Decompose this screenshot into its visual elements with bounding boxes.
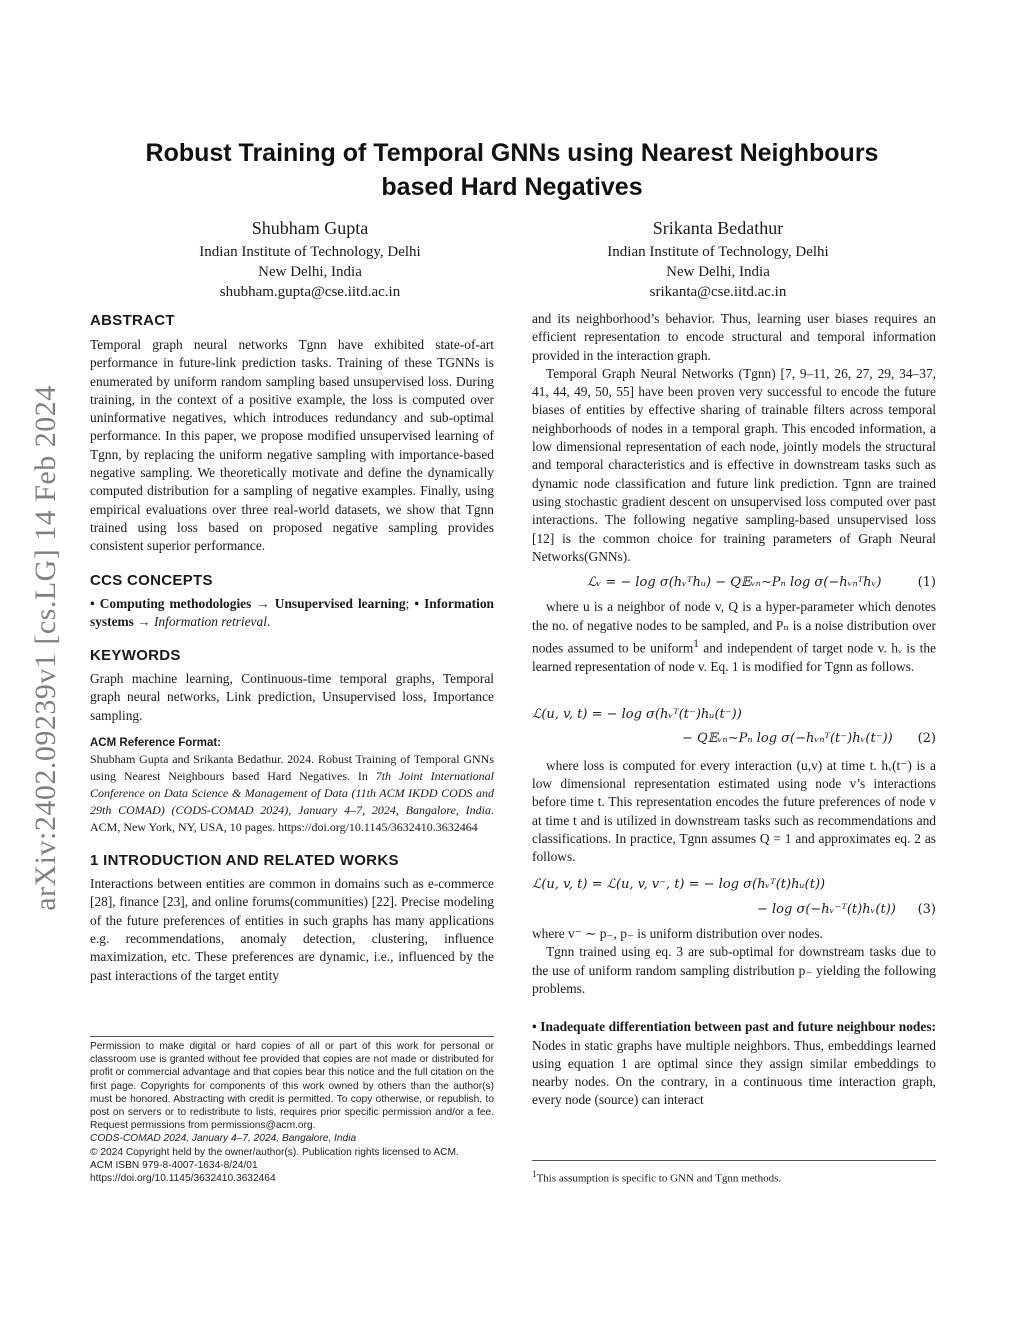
equation-1-number: (1) <box>917 575 936 591</box>
eq1-explanation-b: and independent of target node v. hᵥ is the learned representation of node v. Eq. 1 is modified for Tgnn as follows. <box>532 640 936 674</box>
equation-2-number: (2) <box>917 731 936 747</box>
eq2-explanation: where loss is computed for every interaction (u,v) at time t. hᵥ(t⁻) is a low dimensional representation estimated using node v’s interactions before time t. This representation encodes the future preferences of node v at time t and is utilized in downstream tasks such as recommendations and classifications. In practice, Tgnn assumes Q = 1 and approximates eq. 2 as follows. <box>532 757 936 865</box>
author-name: Srikanta Bedathur <box>652 218 784 238</box>
intro-continued: and its neighborhood’s behavior. Thus, learning user biases requires an efficient representation to encode structural and temporal information provided in the interaction graph. <box>532 311 936 363</box>
intro-text: Interactions between entities are common in domains such as e-commerce [28], finance [23], and online forums(communities) [22]. Precise modeling of the future preferences of entities in such graphs has many applications e.g. recommendations, anomaly detection, clustering, influence maximization, etc. These preferences are dynamic, i.e., influenced by the past interactions of the target entity <box>90 876 494 983</box>
abstract-heading: ABSTRACT <box>90 312 175 329</box>
equation-2 <box>532 706 936 749</box>
paper-title <box>80 136 944 204</box>
footnote-number: 1 <box>532 1169 537 1179</box>
equation-1 <box>532 574 936 592</box>
left-column <box>90 310 494 985</box>
ccs-end: . <box>266 613 271 629</box>
author-location: New Delhi, India <box>666 264 770 280</box>
problem-bullet-1-text: Nodes in static graphs have multiple neighbors. Thus, embeddings learned using equation 1 are optimal since they assign similar embeddings to nearby nodes. On the contrary, in a continuous time interaction graph, every node (source) can interact <box>532 1037 936 1108</box>
author-block-2 <box>568 216 868 302</box>
equation-1-body: ℒᵥ = − log σ(hᵥᵀhᵤ) − 𝑄𝔼ᵥₙ∼Pₙ log σ(−hᵥₙᵀhᵥ) <box>587 575 882 591</box>
equation-3-number: (3) <box>917 901 936 917</box>
doi-line: https://doi.org/10.1145/3632410.3632464 <box>90 1173 276 1185</box>
keywords-text: Graph machine learning, Continuous-time temporal graphs, Temporal graph neural networks, Link prediction, Unsupervised loss, Importance sampling. <box>90 671 494 723</box>
intro-heading: 1 INTRODUCTION AND RELATED WORKS <box>90 852 399 870</box>
title-line-1: Robust Training of Temporal GNNs using Nearest Neighbours <box>145 139 879 167</box>
author-affiliation: Indian Institute of Technology, Delhi <box>199 244 421 260</box>
equation-2-line-2: − 𝑄𝔼ᵥₙ∼Pₙ log σ(−hᵥₙᵀ(t⁻)hᵥ(t⁻)) <box>682 731 893 747</box>
right-column <box>532 310 936 1110</box>
equation-3 <box>532 876 936 919</box>
title-line-2: based Hard Negatives <box>381 173 643 201</box>
ccs-separator: ; <box>405 595 415 611</box>
ccs-concepts <box>90 595 494 632</box>
author-email: srikanta@cse.iitd.ac.in <box>649 284 787 300</box>
footnote-text: This assumption is specific to GNN and Tgnn methods. <box>536 1172 782 1185</box>
isbn-line: ACM ISBN 979-8-4007-1634-8/24/01 <box>90 1159 258 1171</box>
author-location: New Delhi, India <box>258 264 362 280</box>
eq1-explanation-a: where u is a neighbor of node v, Q is a hyper-parameter which denotes the no. of negative nodes to be sampled, and Pₙ is a noise distribution over nodes assumed to be uniform <box>532 599 936 656</box>
author-affiliation: Indian Institute of Technology, Delhi <box>607 244 829 260</box>
venue-line: CODS-COMAD 2024, January 4–7, 2024, Bangalore, India <box>90 1133 357 1145</box>
author-email: shubham.gupta@cse.iitd.ac.in <box>219 284 401 300</box>
footnote <box>532 1160 936 1186</box>
ccs-concept-2: • Information systems → <box>90 595 494 629</box>
ccs-concept-1: • Computing methodologies → Unsupervised learning <box>90 595 406 611</box>
problems-intro: Tgnn trained using eq. 3 are sub-optimal for downstream tasks due to the use of uniform random sampling distribution p₋ yielding the following problems. <box>532 944 936 996</box>
arxiv-identifier-stamp <box>26 355 66 940</box>
author-name: Shubham Gupta <box>251 218 369 238</box>
acm-reference-text <box>90 751 494 836</box>
eq3-explanation: where v⁻ ∼ p₋, p₋ is uniform distribution over nodes. <box>532 926 823 942</box>
acm-reference-venue: 7th Joint International Conference on Data Science & Management of Data (11th ACM IKDD CODS and 29th COMAD) (CODS-COMAD 2024), January 4–7, 2024, Bangalore, India <box>90 769 495 818</box>
problem-bullet-1 <box>532 1018 936 1109</box>
equation-2-line-1: ℒ(u, v, t) = − log σ(hᵥᵀ(t⁻)hᵤ(t⁻)) <box>532 707 742 723</box>
author-block-1 <box>160 216 460 302</box>
arxiv-identifier-text: arXiv:2402.09239v1 [cs.LG] 14 Feb 2024 <box>29 384 62 911</box>
permission-text: Permission to make digital or hard copies of all or part of this work for personal or classroom use is granted without fee provided that copies are not made or distributed for profit or commercial advantage and that copies bear this notice and the full citation on the first page. Copyrights for components of this work owned by others than the author(s) must be honored. Abstracting with credit is permitted. To copy otherwise, or republish, to post on servers or to redistribute to lists, requires prior specific permission and/or a fee. Request permissions from permissions@acm.org. <box>90 1041 494 1132</box>
copyright-line: © 2024 Copyright held by the owner/author(s). Publication rights licensed to ACM. <box>90 1146 459 1158</box>
footnote-mark: 1 <box>693 638 699 651</box>
acm-reference-heading: ACM Reference Format: <box>90 737 221 750</box>
equation-3-line-2: − log σ(−hᵥ⁻ᵀ(t)hᵥ(t)) <box>757 901 896 917</box>
ccs-heading: CCS CONCEPTS <box>90 571 213 589</box>
keywords-heading: KEYWORDS <box>90 647 181 665</box>
acm-reference-part-a: Shubham Gupta and Srikanta Bedathur. 2024. Robust Training of Temporal GNNs using Nearest Neighbours based Hard Negatives. In <box>90 752 494 784</box>
abstract-text: Temporal graph neural networks Tgnn have exhibited state-of-art performance in future-link prediction tasks. Training of these TGNNs is enumerated by uniform random sampling based unsupervised loss. During training, in the context of a positive example, the loss is computed over uninformative negatives, which introduces redundancy and sub-optimal performance. In this paper, we propose modified unsupervised learning of Tgnn, by replacing the uniform negative sampling with importance-based negative sampling. We theoretically motivate and define the dynamically computed distribution for a sampling of negative examples. Finally, using empirical evaluations over three real-world datasets, we show that Tgnn trained using loss based on proposed negative sampling provides consistent superior performance. <box>90 337 494 554</box>
permission-notice <box>90 1036 494 1185</box>
ccs-concept-2-leaf: Information retrieval <box>150 613 267 629</box>
equation-3-line-1: ℒ(u, v, t) = ℒ(u, v, v⁻, t) = − log σ(hᵥᵀ(t)hᵤ(t)) <box>532 877 826 893</box>
acm-reference-part-b: . ACM, New York, NY, USA, 10 pages. https://doi.org/10.1145/3632410.3632464 <box>90 803 494 835</box>
tgnn-paragraph: Temporal Graph Neural Networks (Tgnn) [7, 9–11, 26, 27, 29, 34–37, 41, 44, 49, 50, 55] have been proven very successful to encode the future biases of entities by effective sharing of trainable filters across temporal neighborhoods of nodes in a temporal graph. This encoded information, a low dimensional representation of each node, jointly models the structural and temporal characteristics and is effective in downstream tasks such as dynamic node classification and future link prediction. Tgnn are trained using stochastic gradient descent on unsupervised loss computed over past interactions. The following negative sampling-based unsupervised loss [12] is the common choice for training parameters of Graph Neural Networks(GNNs). <box>532 365 936 564</box>
problem-bullet-1-title: • Inadequate differentiation between past and future neighbour nodes: <box>532 1019 936 1035</box>
eq1-explanation <box>532 598 936 676</box>
